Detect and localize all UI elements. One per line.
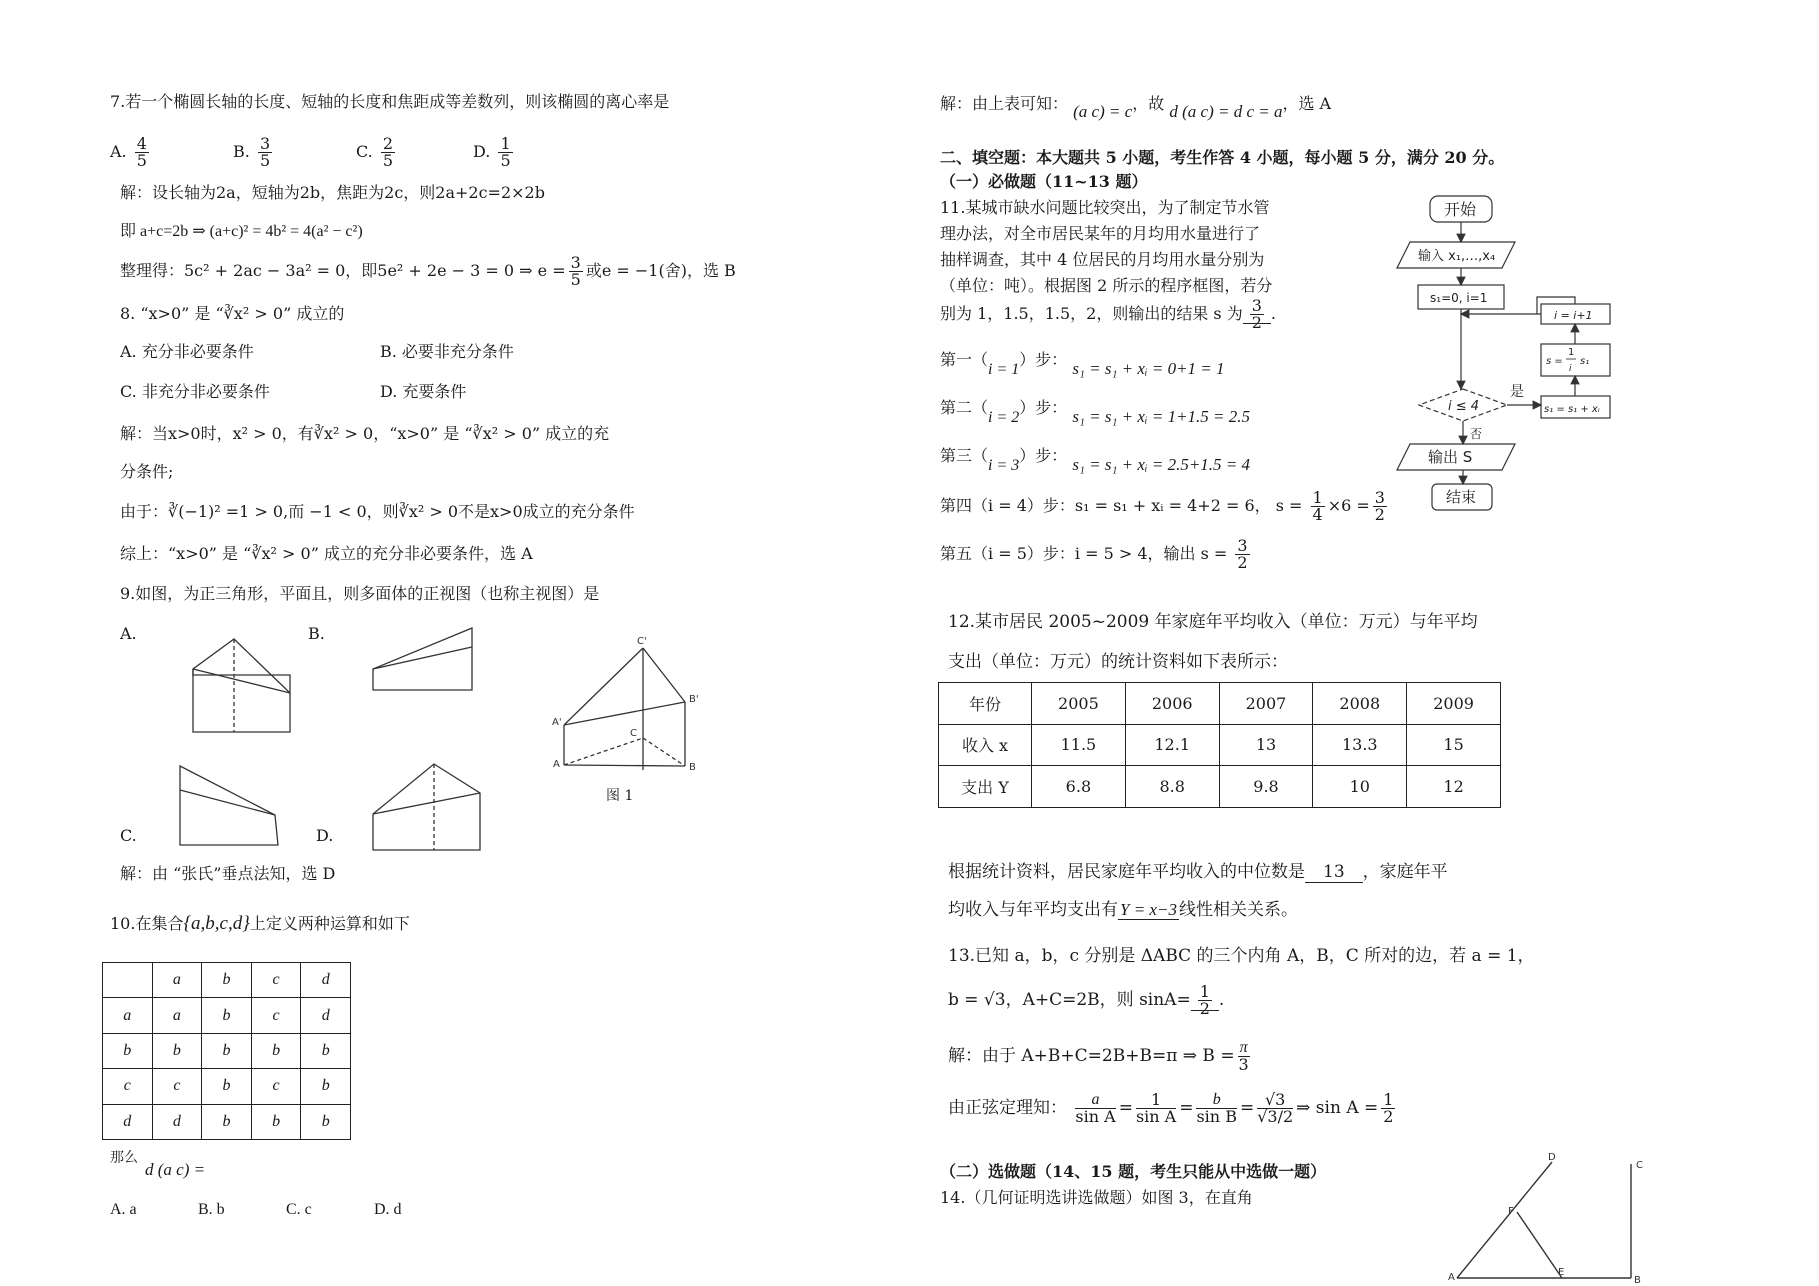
flow-no-label: 否 [1470, 427, 1483, 441]
q14-point-e: E [1558, 1267, 1565, 1278]
q10-option-d: D. d [374, 1201, 402, 1218]
q12-line-2: 支出（单位：万元）的统计资料如下表所示： [948, 652, 1288, 672]
q13-line-1: 13.已知 a，b，c 分别是 ΔABC 的三个内角 A，B，C 所对的边，若 a = 1， [948, 946, 1535, 966]
q11-line-3: 抽样调查，其中 4 位居民的月均用水量分别为 [940, 250, 1265, 269]
q10-option-a: A. a [110, 1201, 137, 1218]
table-row: c c b c b [103, 1069, 351, 1104]
table-row: 支出 Y 6.8 8.8 9.8 10 12 [939, 766, 1501, 808]
q8-option-a: A. 充分非必要条件 [120, 342, 254, 361]
q10-solution: 解：由上表可知： (a c) = c，故 d (a c) = d c = a，选 A [940, 94, 1332, 121]
q7-option-b: B. $\frac{3}{5}$ [233, 134, 271, 170]
table-row: a a b c d [103, 998, 351, 1033]
q12-line-1: 12.某市居民 2005~2009 年家庭年平均收入（单位：万元）与年平均 [948, 612, 1478, 632]
q9-figure-caption: 图 1 [606, 788, 634, 804]
table-row: b b b b b [103, 1033, 351, 1068]
q13-solution-line-1: 解：由于 A+B+C=2B+B=π ⇒ B = $\frac{\pi}{3}$ [948, 1039, 1249, 1074]
q11-line-1: 11.某城市缺水问题比较突出，为了制定节水管 [940, 198, 1270, 217]
q8-option-c: C. 非充分非必要条件 [120, 382, 270, 401]
table-row: a b c d [103, 963, 351, 998]
q14-stem: 14.（几何证明选讲选做题）如图 3，在直角 [940, 1188, 1253, 1207]
flow-yes-label: 是 [1510, 384, 1524, 400]
q14-point-d: D [1548, 1152, 1556, 1163]
q7-solution-line-3: 整理得：5c² + 2ac − 3a² = 0，即5e² + 2e − 3 = 0 ⇒ e = $\frac{3}{5}$ 或e = −1(舍)，选 B [120, 253, 736, 289]
flow-update-s-den: i [1569, 364, 1572, 374]
flow-init-text: s₁=0, i=1 [1430, 291, 1488, 305]
table-row: d d b b b [103, 1104, 351, 1139]
flow-output-text: 输出 S [1428, 448, 1473, 466]
q10-then-label: 那么 [110, 1150, 138, 1166]
q10-option-b: B. b [198, 1201, 225, 1218]
q11-step-5: 第五（i = 5）步：i = 5 > 4，输出 s = $\frac{3}{2}$ [940, 536, 1248, 572]
q7-option-c: C. $\frac{2}{5}$ [356, 134, 394, 170]
q9-stem: 9.如图，为正三角形，平面且，则多面体的正视图（也称主视图）是 [120, 584, 600, 603]
q9-label-c: C. [120, 826, 137, 845]
q7-solution-line-2: 即 a+c=2b ⇒ (a+c)² = 4b² = 4(a² − c²) [120, 223, 363, 240]
q8-solution-line-3: 由于：∛(−1)² =1 > 0,而 −1 < 0，则∛x² > 0不是x>0成立的充分条件 [120, 502, 635, 521]
q7-solution-line-1: 解：设长轴为2a，短轴为2b，焦距为2c，则2a+2c=2×2b [120, 183, 545, 202]
q9-vertex-b: B [689, 762, 696, 773]
q12-answer-line-1: 根据统计资料，居民家庭年平均收入的中位数是 13 ，家庭年平 [948, 862, 1448, 882]
flow-accumulate-text: s₁ = s₁ + xᵢ [1544, 404, 1600, 415]
q9-vertex-a1: A' [552, 717, 562, 728]
q8-solution-line-4: 综上：“x>0” 是 “∛x² > 0” 成立的充分非必要条件，选 A [120, 544, 533, 563]
flow-condition-text: i ≤ 4 [1448, 399, 1480, 414]
q7-option-a: A. $\frac{4}{5}$ [110, 134, 147, 170]
q9-vertex-c1: C' [637, 636, 647, 647]
q10-stem: 10.在集合{a,b,c,d}上定义两种运算和如下 [110, 913, 410, 934]
q7-stem: 7.若一个椭圆长轴的长度、短轴的长度和焦距成等差数列，则该椭圆的离心率是 [110, 92, 670, 111]
q11-step-4: 第四（i = 4）步：s₁ = s₁ + xᵢ = 4+2 = 6， s = $\frac{1}{4}$ ×6 = $\frac{3}{2}$ [940, 488, 1385, 524]
flow-input-text: 输入 x₁,…,x₄ [1418, 249, 1496, 264]
section-3-subtitle: （二）选做题（14、15 题，考生只能从中选做一题） [940, 1162, 1327, 1181]
flow-update-s-suffix: s₁ [1580, 356, 1590, 367]
flow-update-i-text: i = i+1 [1554, 309, 1593, 322]
q14-point-b: B [1634, 1275, 1641, 1286]
q9-vertex-a: A [553, 759, 560, 770]
flow-update-s-prefix: s = [1546, 356, 1563, 367]
flow-end-text: 结束 [1446, 488, 1477, 506]
q14-point-a: A [1448, 1272, 1455, 1283]
q11-line-5: 别为 1，1.5，1.5，2，则输出的结果 s 为 $\frac{3}{2}$ . [940, 296, 1277, 332]
flow-start-text: 开始 [1444, 200, 1477, 219]
q12-answer-line-2: 均收入与年平均支出有 Y = x−3 线性相关关系。 [948, 900, 1298, 920]
q8-option-d: D. 充要条件 [380, 382, 467, 401]
q8-solution-line-1: 解：当x>0时，x² > 0，有∛x² > 0，“x>0” 是 “∛x² > 0” 成立的充 [120, 424, 610, 443]
section-2-subtitle: （一）必做题（11~13 题） [940, 172, 1148, 191]
q9-label-b: B. [308, 624, 325, 643]
q13-solution-line-2: 由正弦定理知： $\frac{a}{\text{sin A}}$ = $\frac{1}{\text{sin A}}$ = $\frac{b}{\text{sin B}}$ = $\frac{√3}{√3/2}$ ⇒ sin A = $\frac{1}{2}$ [948, 1090, 1394, 1126]
q11-step-3: 第三（i = 3）步： s₁ = s₁ + xᵢ = 2.5+1.5 = 4 [940, 446, 1251, 474]
q7-option-d: D. $\frac{1}{5}$ [473, 134, 511, 170]
q8-solution-line-2: 分条件; [120, 462, 174, 481]
q11-step-1: 第一（i = 1）步： s₁ = s₁ + xᵢ = 0+1 = 1 [940, 350, 1225, 378]
table-row: 年份 2005 2006 2007 2008 2009 [939, 683, 1501, 725]
q11-line-2: 理办法，对全市居民某年的月均用水量进行了 [940, 224, 1261, 243]
q9-label-a: A. [120, 624, 137, 643]
table-row: 收入 x 11.5 12.1 13 13.3 15 [939, 724, 1501, 766]
q9-label-d: D. [316, 826, 334, 845]
q9-solution: 解：由 “张氏”垂点法知，选 D [120, 864, 336, 883]
q10-option-c: C. c [286, 1201, 312, 1218]
q14-point-c: C [1636, 1160, 1643, 1171]
q8-option-b: B. 必要非充分条件 [380, 342, 514, 361]
flow-update-s-num: 1 [1568, 347, 1575, 358]
q11-line-4: （单位：吨）。根据图 2 所示的程序框图，若分 [940, 276, 1273, 295]
q8-stem: 8. “x>0” 是 “∛x² > 0” 成立的 [120, 304, 345, 323]
q11-step-2: 第二（i = 2）步： s₁ = s₁ + xᵢ = 1+1.5 = 2.5 [940, 398, 1251, 426]
q14-point-f: F [1508, 1206, 1514, 1217]
q10-then-expression: d (a c) = [145, 1160, 206, 1179]
section-2-title: 二、填空题：本大题共 5 小题，考生作答 4 小题，每小题 5 分，满分 20 分。 [940, 148, 1505, 167]
q13-line-2: b = √3，A+C=2B，则 sinA= $\frac{1}{2}$ . [948, 982, 1225, 1018]
q9-vertex-b1: B' [689, 694, 699, 705]
q9-vertex-c: C [630, 728, 637, 739]
